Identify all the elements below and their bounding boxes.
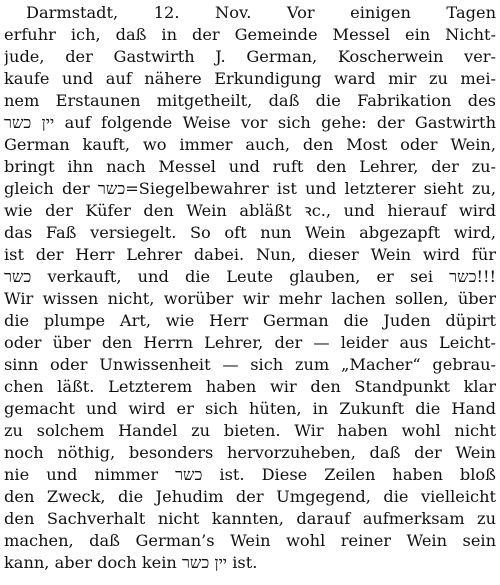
text-line-26: kann, aber doch kein יין כשר ist. <box>4 553 258 572</box>
text-line-21: noch nöthig, besonders hervorzuheben, daß der Wein <box>4 443 496 462</box>
text-line-2: erfuhr ich, daß in der Gemeinde Messel ein Nicht- <box>4 25 496 44</box>
text-line-6: יין כשר auf folgende Weise vor sich gehe: der Gastwirth <box>4 113 496 132</box>
text-line-4: kaufe und auf nähere Erkundigung ward mir zu mei- <box>4 69 496 88</box>
text-line-22: nie und nimmer כשר ist. Diese Zeilen haben bloß <box>4 465 496 484</box>
text-line-8: bringt ihn nach Messel und ruft den Lehrer, der zu- <box>4 157 496 176</box>
text-line-25: machen, daß German’s Wein wohl reiner Wein sein <box>4 531 496 550</box>
text-line-13: כשר verkauft, und die Leute glauben, er sei כשר!!! <box>4 267 496 286</box>
text-line-17: sinn oder Unwissenheit — sich zum „Macher“ gebrau- <box>4 355 496 374</box>
text-line-10: wie der Küfer den Wein abläßt ꝛc., und hierauf wird <box>4 201 496 220</box>
text-line-11: das Faß versiegelt. So oft nun Wein abgezapft wird, <box>4 223 496 242</box>
text-line-14: Wir wissen nicht, worüber wir mehr lachen sollen, über <box>4 289 496 308</box>
text-line-19: gemacht und wird er sich hüten, in Zukunft die Hand <box>4 399 496 418</box>
text-line-5: nem Erstaunen mitgetheilt, daß die Fabrikation des <box>4 91 496 110</box>
text-line-15: die plumpe Art, wie Herr German die Juden düpirt <box>4 311 496 330</box>
text-line-16: oder über den Herrn Lehrer, der — leider aus Leicht- <box>4 333 496 352</box>
text-line-1: Darmstadt, 12. Nov. Vor einigen Tagen <box>26 3 496 22</box>
text-line-18: chen läßt. Letzterem haben wir den Standpunkt klar <box>4 377 496 396</box>
article-text <box>4 2 496 574</box>
text-line-3: jude, der Gastwirth J. German, Koscherwein ver- <box>4 47 496 66</box>
text-line-20: zu solchem Handel zu bieten. Wir haben wohl nicht <box>4 421 496 440</box>
text-line-12: ist der Herr Lehrer dabei. Nun, dieser Wein wird für <box>4 245 496 264</box>
text-line-23: den Zweck, die Jehudim der Umgegend, die vielleicht <box>4 487 496 506</box>
text-line-24: den Sachverhalt nicht kannten, darauf aufmerksam zu <box>4 509 496 528</box>
text-line-7: German kauft, wo immer auch, den Most oder Wein, <box>4 135 496 154</box>
text-line-9: gleich der כשר=Siegelbewahrer ist und letzterer sieht zu, <box>4 179 496 198</box>
